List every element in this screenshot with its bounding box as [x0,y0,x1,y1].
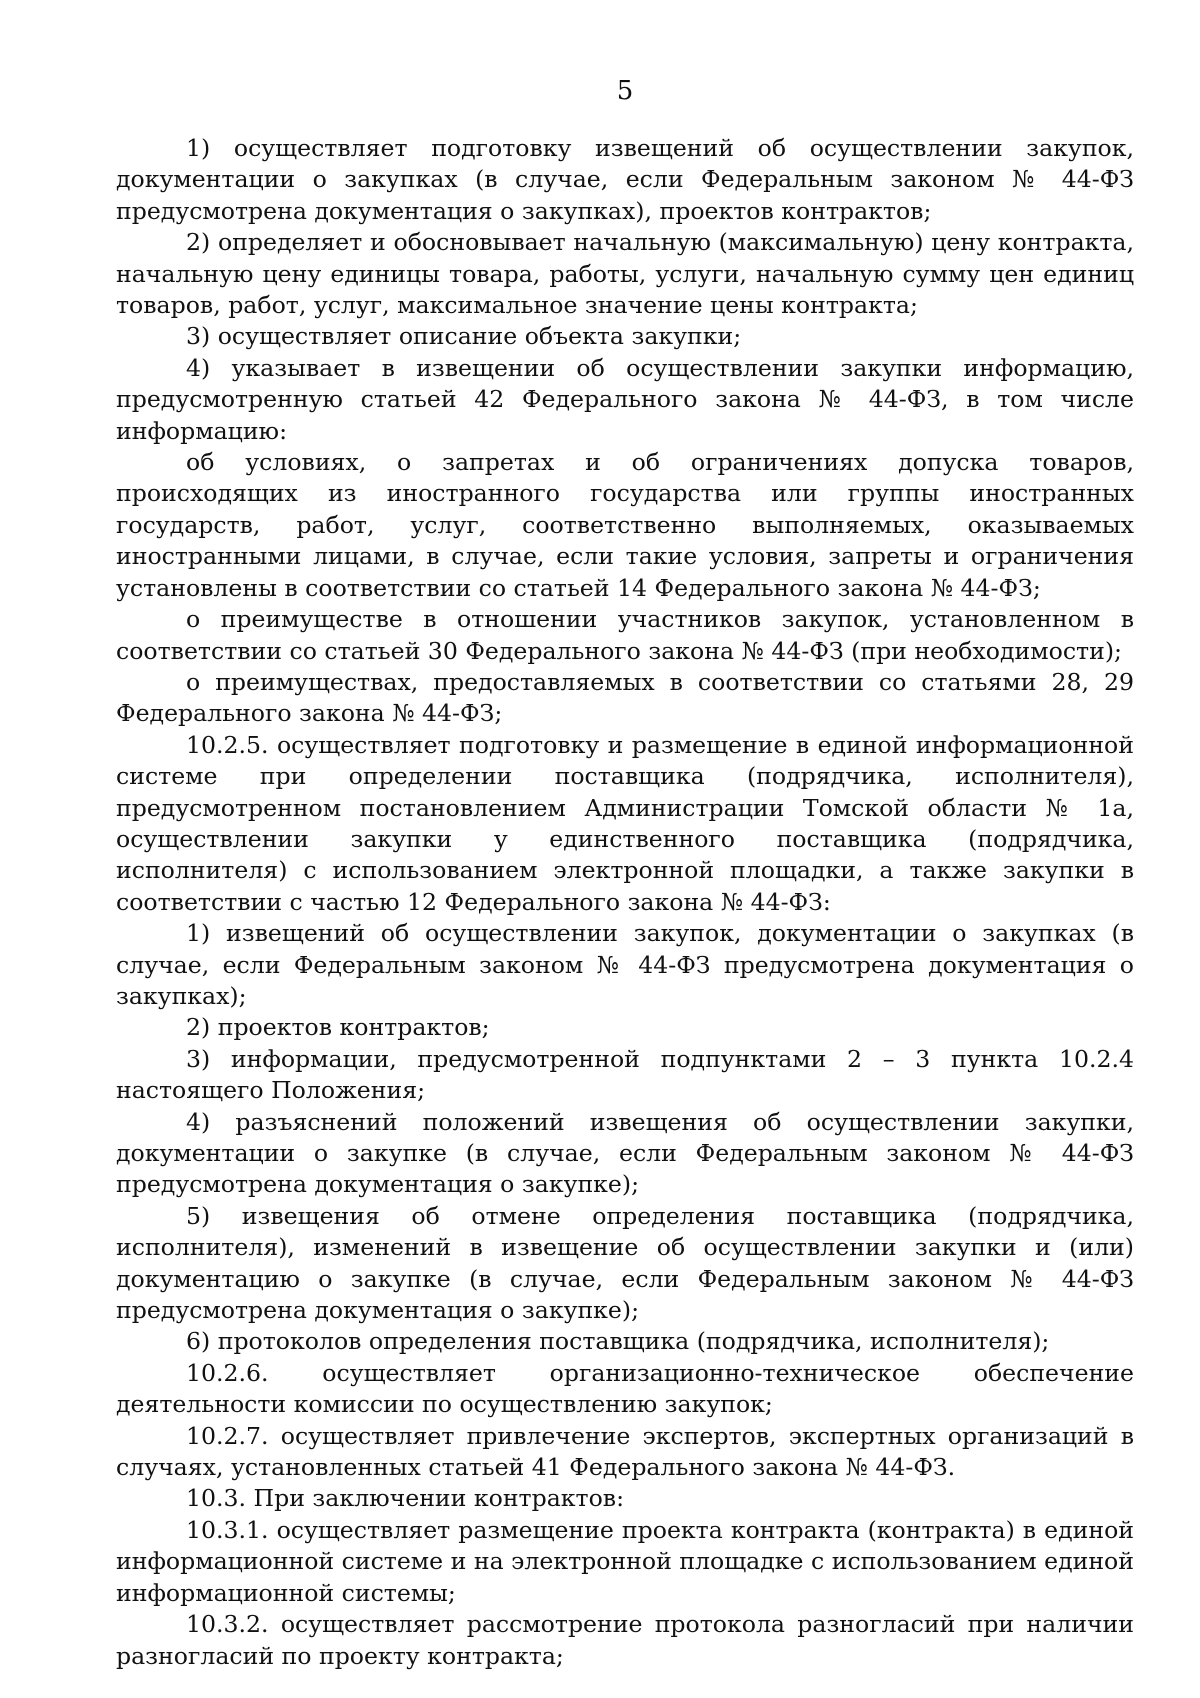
paragraph-16: 10.2.7. осуществляет привлечение экспертов, экспертных организаций в случаях, установленных статьей 41 Федерального закона № 44-ФЗ. [116,1421,1134,1482]
paragraph-18: 10.3.1. осуществляет размещение проекта контракта (контракта) в единой информационной системе и на электронной площадке с использованием единой информационной системы; [116,1515,1134,1607]
paragraph-2: 2) определяет и обосновывает начальную (максимальную) цену контракта, начальную цену единицы товара, работы, услуги, начальную сумму цен единиц товаров, работ, услуг, максимальное значение цены контракта; [116,228,1134,320]
paragraph-19: 10.3.2. осуществляет рассмотрение протокола разногласий при наличии разногласий по проекту контракта; [116,1610,1134,1670]
paragraph-6: о преимуществе в отношении участников закупок, установленном в соответствии со статьей 30 Федерального закона № 44-ФЗ (при необходимости); [116,605,1134,665]
paragraph-3: 3) осуществляет описание объекта закупки; [186,322,742,351]
paragraph-17: 10.3. При заключении контрактов: [186,1484,625,1513]
paragraph-4: 4) указывает в извещении об осуществлении закупки информацию, предусмотренную статьей 42 Федерального закона № 44-ФЗ, в том числе информацию: [116,353,1134,445]
paragraph-8: 10.2.5. осуществляет подготовку и размещение в единой информационной системе при определении поставщика (подрядчика, исполнителя), предусмотренном постановлением Администрации Томской области № 1а, осуществлении закупки у единственного поставщика (подрядчика, исполнителя) с использованием электронной площадки, а также закупки в соответствии с частью 12 Федерального закона № 44-ФЗ: [116,730,1134,916]
paragraph-12: 4) разъяснений положений извещения об осуществлении закупки, документации о закупке (в случае, если Федеральным законом № 44-ФЗ предусмотрена документация о закупке); [116,1107,1134,1199]
paragraph-9: 1) извещений об осуществлении закупок, документации о закупках (в случае, если Федеральным законом № 44-ФЗ предусмотрена документация о закупках); [116,919,1134,1010]
paragraph-11: 3) информации, предусмотренной подпунктами 2 – 3 пункта 10.2.4 настоящего Положения; [116,1044,1134,1105]
paragraph-10: 2) проектов контрактов; [186,1013,490,1042]
paragraph-1: 1) осуществляет подготовку извещений об осуществлении закупок, документации о закупках (в случае, если Федеральным законом № 44-ФЗ предусмотрена документация о закупках), проектов контрактов; [116,134,1134,225]
paragraph-15: 10.2.6. осуществляет организационно-техническое обеспечение деятельности комиссии по осуществлению закупок; [116,1358,1134,1419]
paragraph-7: о преимуществах, предоставляемых в соответствии со статьями 28, 29 Федерального закона № 44-ФЗ; [116,667,1134,728]
paragraph-13: 5) извещения об отмене определения поставщика (подрядчика, исполнителя), изменений в извещение об осуществлении закупки и (или) документацию о закупке (в случае, если Федеральным законом № 44-ФЗ предусмотрена документация о закупке); [116,1201,1134,1325]
paragraph-5: об условиях, о запретах и об ограничениях допуска товаров, происходящих из иностранного государства или группы иностранных государств, работ, услуг, соответственно выполняемых, оказываемых иностранными лицами, в случае, если такие условия, запреты и ограничения установлены в соответствии со статьей 14 Федерального закона № 44-ФЗ; [116,448,1134,602]
page-number: 5 [616,76,634,106]
paragraph-14: 6) протоколов определения поставщика (подрядчика, исполнителя); [186,1327,1050,1356]
document-body [116,133,1134,1672]
